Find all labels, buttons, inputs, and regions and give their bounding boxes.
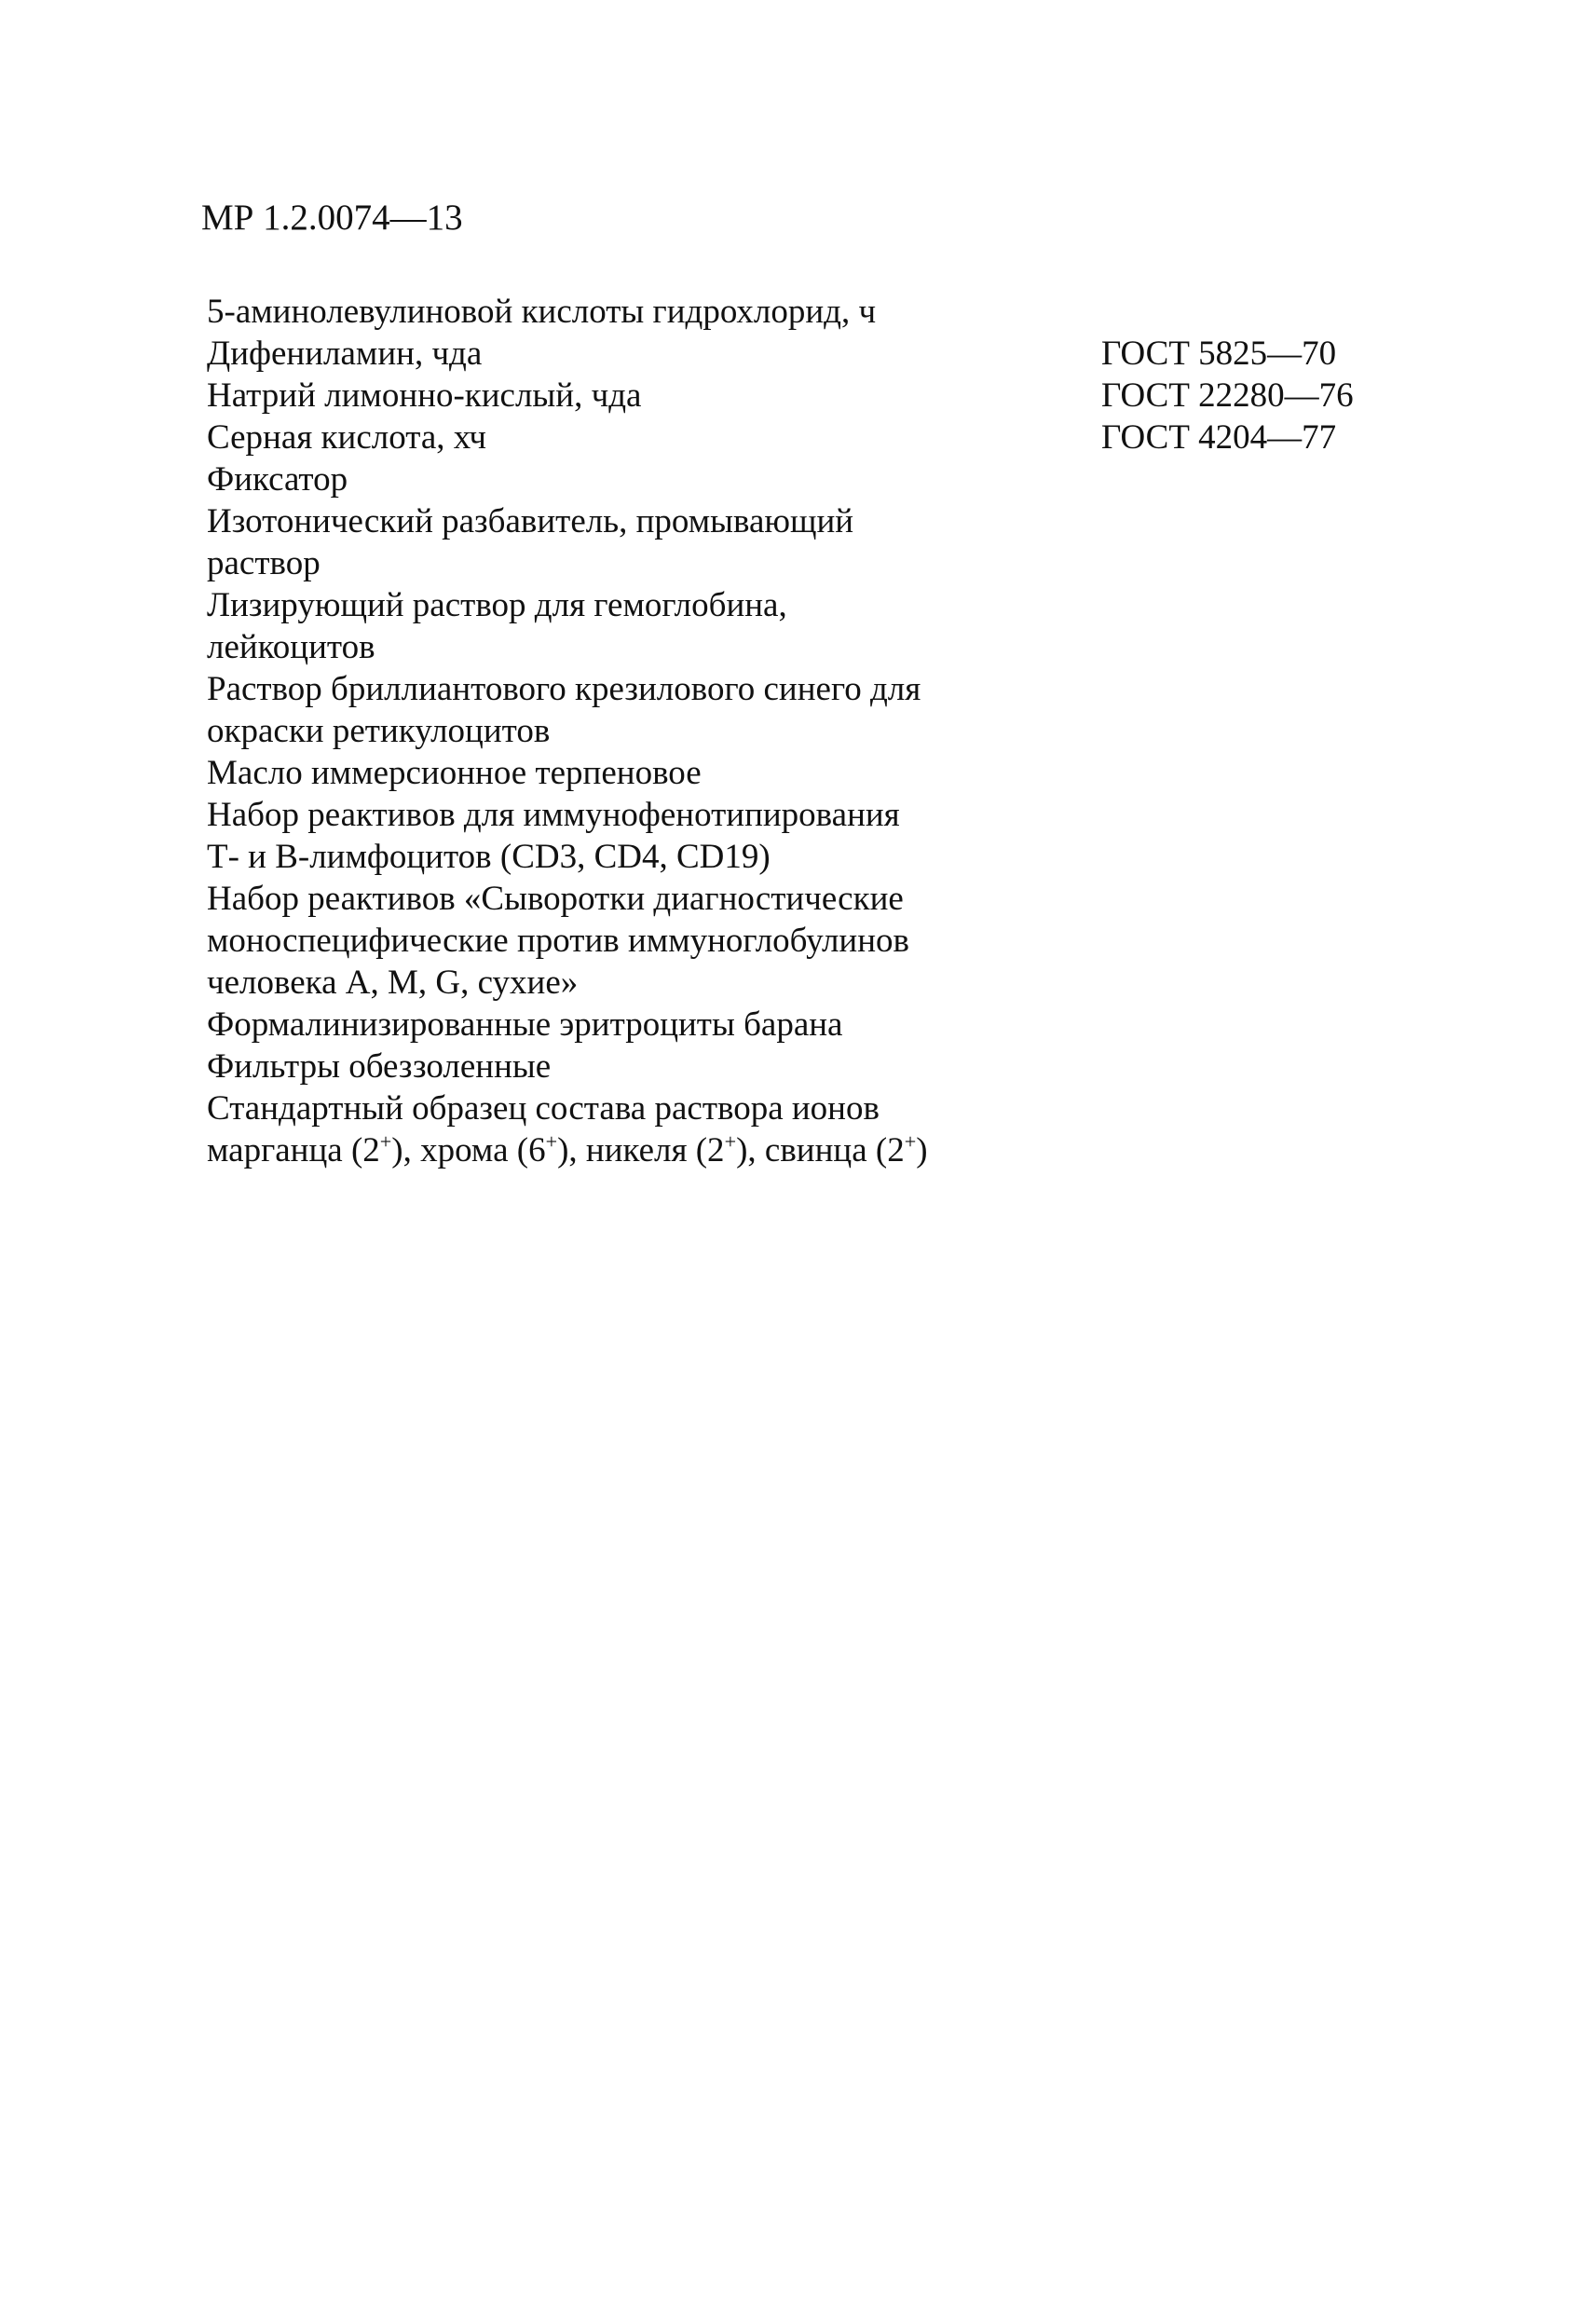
reagent-name-line: Фиксатор: [207, 460, 348, 499]
reagent-name-line: Раствор бриллиантового крезилового синего для: [207, 670, 921, 708]
reagent-item: [207, 458, 1381, 500]
reagent-standard: ГОСТ 4204—77: [1101, 418, 1337, 457]
reagent-name: [207, 668, 1036, 752]
reagent-name-line: Изотонический разбавитель, промывающий: [207, 502, 854, 540]
reagent-standard: ГОСТ 5825—70: [1101, 335, 1337, 373]
reagent-item: [207, 1004, 1381, 1046]
ion-text: ), хрома (6: [391, 1131, 546, 1169]
reagent-name-line: [207, 1129, 1036, 1171]
reagent-name-line: раствор: [207, 544, 321, 582]
reagent-name: [207, 1129, 1036, 1171]
reagent-list: [207, 291, 1381, 1171]
reagent-name: [207, 417, 1036, 458]
reagent-item: [207, 333, 1381, 375]
ion-text: марганца (2: [207, 1131, 380, 1169]
reagent-item: [207, 291, 1381, 333]
reagent-item: [207, 417, 1381, 458]
document-code-header: МР 1.2.0074—13: [201, 198, 463, 238]
reagent-name: [207, 500, 1036, 584]
reagent-item: [207, 584, 1381, 668]
reagent-name-line: окраски ретикулоцитов: [207, 712, 551, 750]
charge-superscript: +: [379, 1129, 392, 1154]
reagent-name-line: Фильтры обеззоленные: [207, 1047, 552, 1086]
reagent-item: [207, 794, 1381, 878]
ion-text: ), никеля (2: [557, 1131, 725, 1169]
reagent-item: [207, 878, 1381, 1004]
reagent-name: [207, 375, 1036, 417]
reagent-name: [207, 1046, 1036, 1087]
reagent-name: [207, 794, 1036, 878]
reagent-name-line: лейкоцитов: [207, 628, 375, 666]
charge-superscript: +: [545, 1129, 558, 1154]
ion-text: ): [916, 1131, 928, 1169]
charge-superscript: +: [724, 1129, 737, 1154]
reagent-name-line: Стандартный образец состава раствора ионов: [207, 1089, 880, 1128]
reagent-name: [207, 458, 1036, 500]
reagent-item-continuation: [207, 1129, 1381, 1171]
reagent-name: [207, 1087, 1036, 1129]
reagent-name-line: Серная кислота, хч: [207, 418, 487, 457]
reagent-name: [207, 878, 1036, 1004]
reagent-name-line: Т- и В-лимфоцитов (CD3, CD4, CD19): [207, 838, 771, 876]
reagent-item: [207, 375, 1381, 417]
ion-text: ), свинца (2: [736, 1131, 905, 1169]
reagent-name-line: Набор реактивов «Сыворотки диагностические: [207, 880, 904, 918]
reagent-name: [207, 584, 1036, 668]
reagent-item: [207, 500, 1381, 584]
reagent-name: [207, 291, 1036, 333]
reagent-standard: ГОСТ 22280—76: [1101, 376, 1354, 415]
reagent-name-line: моноспецифические против иммуноглобулинов: [207, 922, 910, 960]
reagent-name-line: Набор реактивов для иммунофенотипирования: [207, 796, 900, 834]
reagent-name: [207, 333, 1036, 375]
reagent-name: [207, 1004, 1036, 1046]
reagent-item: [207, 668, 1381, 752]
reagent-item: [207, 1046, 1381, 1087]
reagent-name-line: Масло иммерсионное терпеновое: [207, 754, 702, 792]
reagent-name-line: Лизирующий раствор для гемоглобина,: [207, 586, 787, 624]
charge-superscript: +: [904, 1129, 917, 1154]
reagent-name: [207, 752, 1036, 794]
reagent-name-line: Формалинизированные эритроциты барана: [207, 1005, 843, 1044]
reagent-name-line: человека А, М, G, сухие»: [207, 964, 579, 1002]
reagent-item: [207, 752, 1381, 794]
reagent-item: [207, 1087, 1381, 1129]
reagent-name-line: Натрий лимонно-кислый, чда: [207, 376, 642, 415]
reagent-name-line: Дифениламин, чда: [207, 335, 483, 373]
reagent-name-line: 5-аминолевулиновой кислоты гидрохлорид, ч: [207, 293, 877, 331]
